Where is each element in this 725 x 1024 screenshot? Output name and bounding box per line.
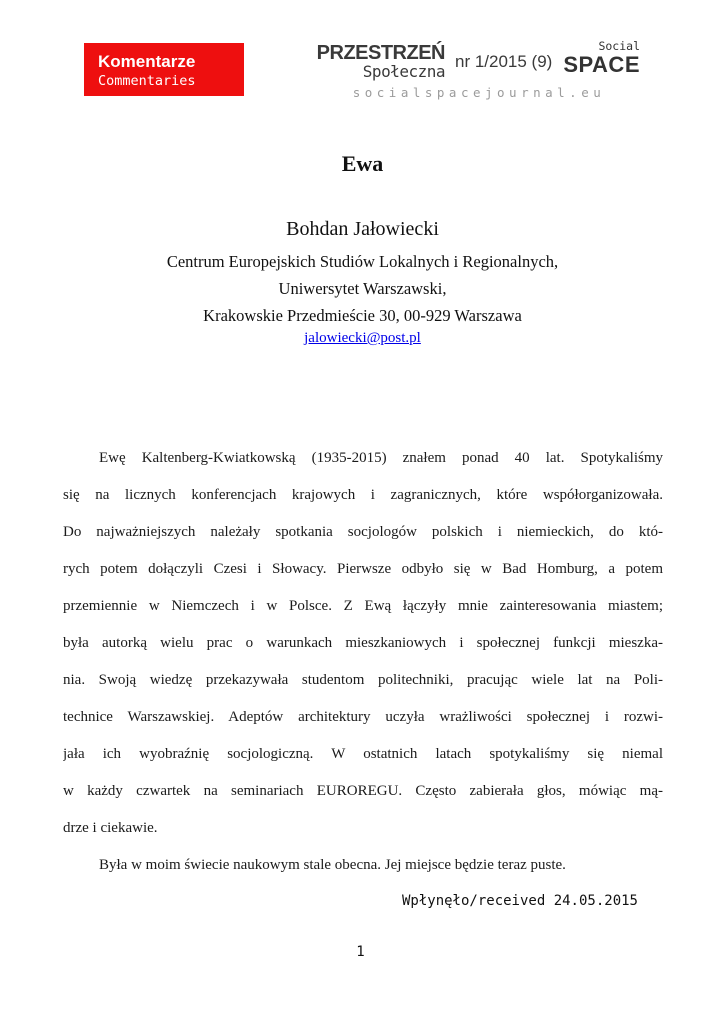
body-line: nia. Swoją wiedzę przekazywała studentom politechniki, pracując wiele lat na Poli- [63,672,663,688]
body-line: drze i ciekawie. [63,820,158,836]
article-title: Ewa [341,151,384,176]
affiliation-line: Uniwersytet Warszawski, [278,279,447,298]
affiliation-block [0,248,725,329]
author-email-link[interactable]: jalowiecki@post.pl [304,330,421,346]
brand-line2: SPACE [563,52,640,77]
author-name: Bohdan Jałowiecki [286,218,439,240]
issue-number: nr 1/2015 (9) [455,52,553,71]
body-line: technice Warszawskiej. Adeptów architektury uczyła wrażliwości społecznej i rozwi- [63,709,663,725]
affiliation-line: Krakowskie Przedmieście 30, 00-929 Warszawa [203,306,522,325]
category-label-polish: Komentarze [98,52,196,71]
body-line: Była w moim świecie naukowym stale obecna. Jej miejsce będzie teraz puste. [99,857,566,873]
category-label-english: Commentaries [98,73,196,89]
journal-masthead [300,43,445,80]
affiliation-line: Centrum Europejskich Studiów Lokalnych i Regionalnych, [166,252,559,271]
body-line: Ewę Kaltenberg-Kwiatkowską (1935-2015) znałem ponad 40 lat. Spotykaliśmy [99,450,663,466]
body-line: w każdy czwartek na seminariach EUROREGU. Często zabierała głos, mówiąc mą- [63,783,663,799]
email-line [0,329,725,347]
article-body [63,440,663,884]
journal-brand-logo [563,40,640,76]
journal-website: socialspacejournal.eu [352,85,606,100]
body-line: przemiennie w Niemczech i w Polsce. Z Ewą łączyły mnie zainteresowania miastem; [63,598,663,614]
page-number: 1 [356,944,365,960]
body-line: była autorką wielu prac o warunkach mieszkaniowych i społecznej funkcji mieszka- [63,635,663,651]
body-line: jała ich wyobraźnię socjologiczną. W ostatnich latach spotykaliśmy się niemal [63,746,663,762]
received-date: Wpłynęło/received 24.05.2015 [401,893,638,909]
category-box [84,43,244,96]
brand-line1: Social [598,39,640,53]
body-line: Do najważniejszych należały spotkania socjologów polskich i niemieckich, do któ- [63,524,663,540]
journal-name-line2: Społeczna [362,62,445,81]
journal-name-line1: PRZESTRZEŃ [316,42,445,64]
body-line: się na licznych konferencjach krajowych i zagranicznych, które współorganizowała. [63,487,663,503]
body-line: rych potem dołączyli Czesi i Słowacy. Pierwsze odbyło się w Bad Homburg, a potem [63,561,663,577]
